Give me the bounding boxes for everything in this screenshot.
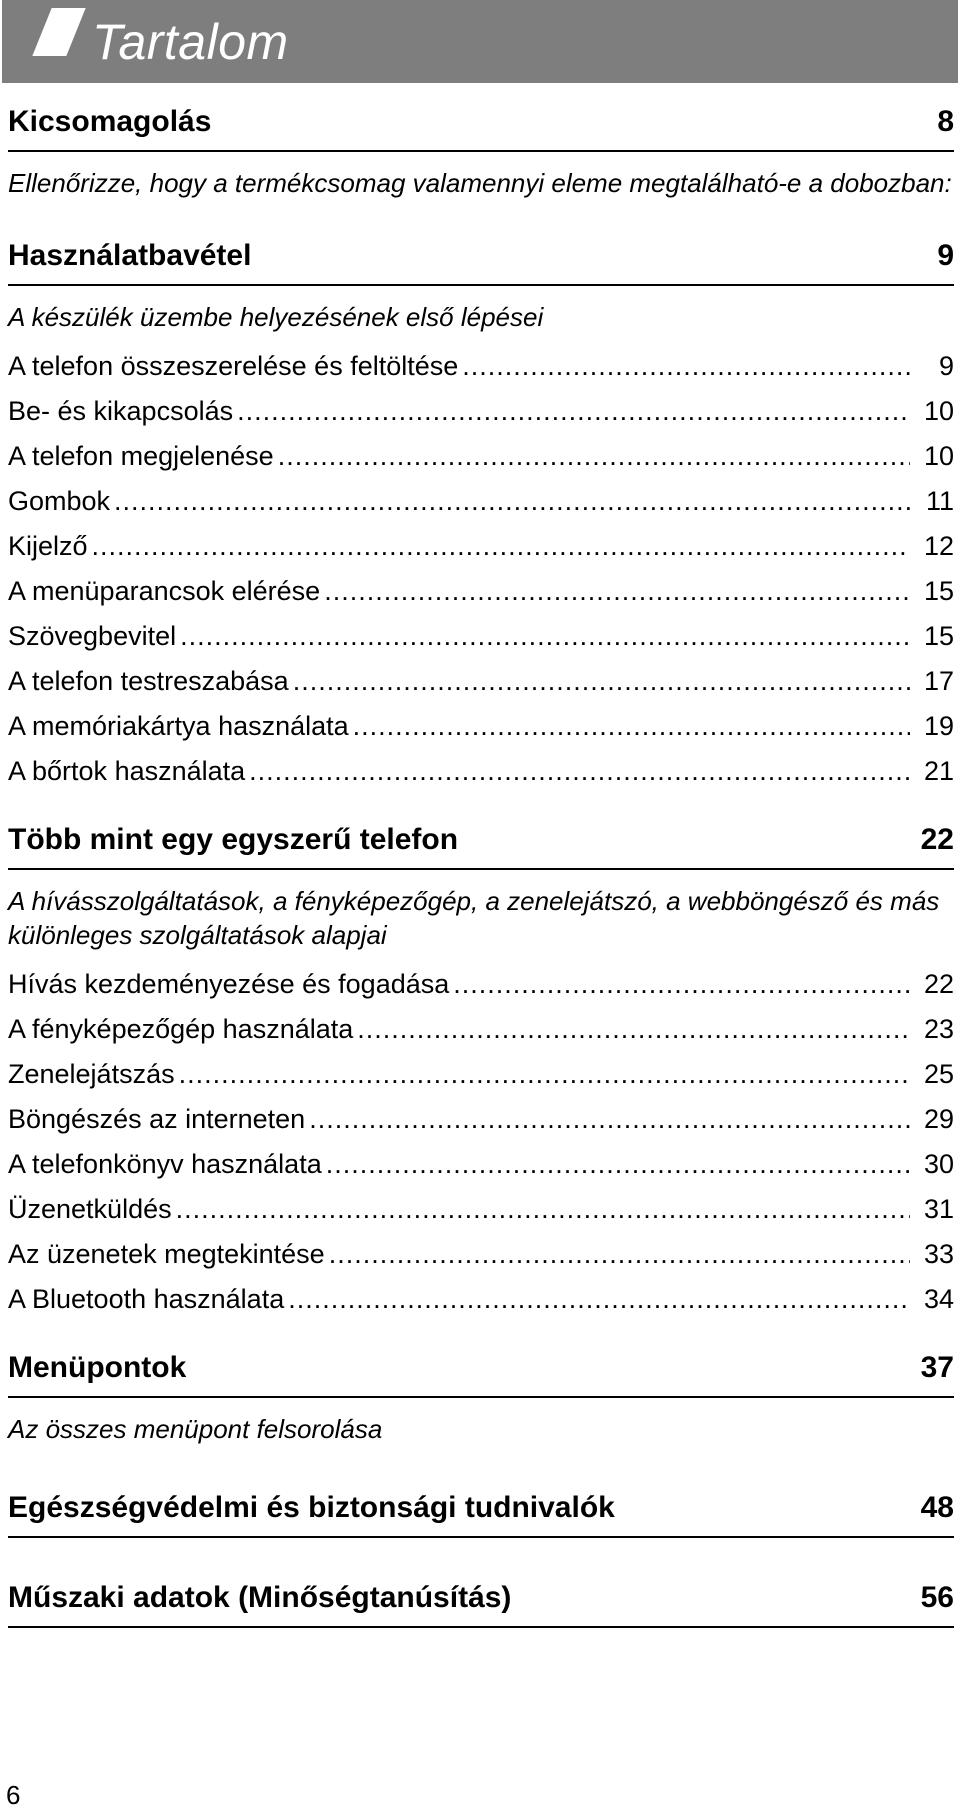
toc-entry-page: 12 xyxy=(923,531,954,561)
toc-entry-label: A bőrtok használata xyxy=(8,756,246,786)
toc-entry-label: Az üzenetek megtekintése xyxy=(8,1239,325,1269)
title-slash-decoration xyxy=(32,8,85,56)
toc-entry-label: Böngészés az interneten xyxy=(8,1104,306,1134)
section-heading[interactable] xyxy=(8,1490,954,1538)
dot-leader xyxy=(249,749,910,794)
dot-leader xyxy=(309,1097,910,1142)
toc-entry[interactable] xyxy=(8,344,954,389)
toc-section-getting-started xyxy=(8,238,954,794)
section-description: Az összes menüpont felsorolása xyxy=(8,1414,383,1444)
toc-entry[interactable] xyxy=(8,479,954,524)
dot-leader xyxy=(453,962,910,1007)
title-bar xyxy=(2,0,958,83)
toc-entry-page: 30 xyxy=(923,1149,954,1179)
section-title: Több mint egy egyszerű telefon xyxy=(8,823,459,856)
toc-entry-page: 10 xyxy=(923,441,954,471)
section-title: Kicsomagolás xyxy=(8,105,212,138)
toc-entry-label: Zenelejátszás xyxy=(8,1059,175,1089)
toc-entry-page: 25 xyxy=(923,1059,954,1089)
toc-entry-label: A menüparancsok elérése xyxy=(8,576,321,606)
toc-entry[interactable] xyxy=(8,1277,954,1322)
toc-section-menu-items xyxy=(8,1350,954,1446)
toc-entry-label: A telefonkönyv használata xyxy=(8,1149,322,1179)
dot-leader xyxy=(326,1142,910,1187)
toc-entry-page: 23 xyxy=(923,1014,954,1044)
toc-entry-label: A fényképezőgép használata xyxy=(8,1014,354,1044)
toc-entry-label: A memóriakártya használata xyxy=(8,711,349,741)
toc-entry[interactable] xyxy=(8,962,954,1007)
section-description: A készülék üzembe helyezésének első lépései xyxy=(8,302,544,332)
section-page: 48 xyxy=(920,1491,954,1524)
toc-entry[interactable] xyxy=(8,1142,954,1187)
toc-entry-label: A Bluetooth használata xyxy=(8,1284,285,1314)
dot-leader xyxy=(324,569,910,614)
toc-entry[interactable] xyxy=(8,524,954,569)
section-description: A hívásszolgáltatások, a fényképezőgép, a zenelejátszó, a webböngésző és más különleges szolgáltatások alapjai xyxy=(8,886,940,950)
toc-entry[interactable] xyxy=(8,749,954,794)
section-heading[interactable] xyxy=(8,1350,954,1398)
section-title: Műszaki adatok (Minőségtanúsítás) xyxy=(8,1581,512,1614)
table-of-contents xyxy=(8,104,954,1628)
toc-section-unpacking xyxy=(8,104,954,200)
section-heading[interactable] xyxy=(8,104,954,152)
dot-leader xyxy=(293,659,910,704)
dot-leader xyxy=(176,1187,910,1232)
section-title: Használatbavétel xyxy=(8,239,252,272)
toc-entry[interactable] xyxy=(8,1097,954,1142)
toc-entry[interactable] xyxy=(8,1052,954,1097)
section-description: Ellenőrizze, hogy a termékcsomag valamennyi eleme megtalálható-e a dobozban: xyxy=(8,168,952,198)
dot-leader xyxy=(179,1052,910,1097)
section-page: 8 xyxy=(937,105,954,138)
toc-entry-label: Üzenetküldés xyxy=(8,1194,172,1224)
toc-section-health-safety xyxy=(8,1490,954,1538)
toc-entry-page: 19 xyxy=(923,711,954,741)
toc-section-more-than-phone xyxy=(8,822,954,1322)
toc-entry-label: Kijelző xyxy=(8,531,88,561)
dot-leader xyxy=(92,524,910,569)
section-page: 22 xyxy=(920,823,954,856)
toc-list xyxy=(8,962,954,1322)
dot-leader xyxy=(462,344,910,389)
dot-leader xyxy=(237,389,910,434)
section-title: Menüpontok xyxy=(8,1351,187,1384)
toc-entry-label: A telefon összeszerelése és feltöltése xyxy=(8,351,459,381)
toc-entry-page: 17 xyxy=(923,666,954,696)
toc-entry-page: 29 xyxy=(923,1104,954,1134)
toc-entry-label: Szövegbevitel xyxy=(8,621,177,651)
section-page: 56 xyxy=(920,1581,954,1614)
section-page: 9 xyxy=(937,239,954,272)
toc-entry[interactable] xyxy=(8,614,954,659)
page-number: 6 xyxy=(6,1780,21,1810)
section-title: Egészségvédelmi és biztonsági tudnivalók xyxy=(8,1491,615,1524)
section-page: 37 xyxy=(920,1351,954,1384)
toc-entry[interactable] xyxy=(8,704,954,749)
dot-leader xyxy=(288,1277,910,1322)
toc-entry[interactable] xyxy=(8,1232,954,1277)
toc-entry-page: 15 xyxy=(923,621,954,651)
toc-list xyxy=(8,344,954,794)
dot-leader xyxy=(114,479,910,524)
page-title: Tartalom xyxy=(92,14,289,70)
toc-entry[interactable] xyxy=(8,434,954,479)
section-heading[interactable] xyxy=(8,1580,954,1628)
toc-entry-page: 33 xyxy=(923,1239,954,1269)
toc-entry-page: 9 xyxy=(938,351,954,381)
toc-entry-page: 10 xyxy=(923,396,954,426)
toc-entry-label: Gombok xyxy=(8,486,111,516)
toc-entry-label: Be- és kikapcsolás xyxy=(8,396,234,426)
toc-entry-page: 31 xyxy=(923,1194,954,1224)
toc-entry-page: 21 xyxy=(923,756,954,786)
toc-entry-label: A telefon megjelenése xyxy=(8,441,274,471)
toc-entry-label: Hívás kezdeményezése és fogadása xyxy=(8,969,450,999)
toc-entry-page: 22 xyxy=(923,969,954,999)
section-heading[interactable] xyxy=(8,822,954,870)
dot-leader xyxy=(353,704,910,749)
toc-section-technical-data xyxy=(8,1580,954,1628)
section-heading[interactable] xyxy=(8,238,954,286)
dot-leader xyxy=(357,1007,910,1052)
dot-leader xyxy=(180,614,910,659)
toc-entry[interactable] xyxy=(8,1007,954,1052)
toc-entry[interactable] xyxy=(8,569,954,614)
toc-entry[interactable] xyxy=(8,389,954,434)
dot-leader xyxy=(329,1232,910,1277)
toc-entry[interactable] xyxy=(8,1187,954,1232)
toc-entry-page: 15 xyxy=(923,576,954,606)
toc-entry-page: 11 xyxy=(925,486,954,516)
toc-entry[interactable] xyxy=(8,659,954,704)
dot-leader xyxy=(278,434,910,479)
toc-entry-page: 34 xyxy=(923,1284,954,1314)
toc-entry-label: A telefon testreszabása xyxy=(8,666,289,696)
